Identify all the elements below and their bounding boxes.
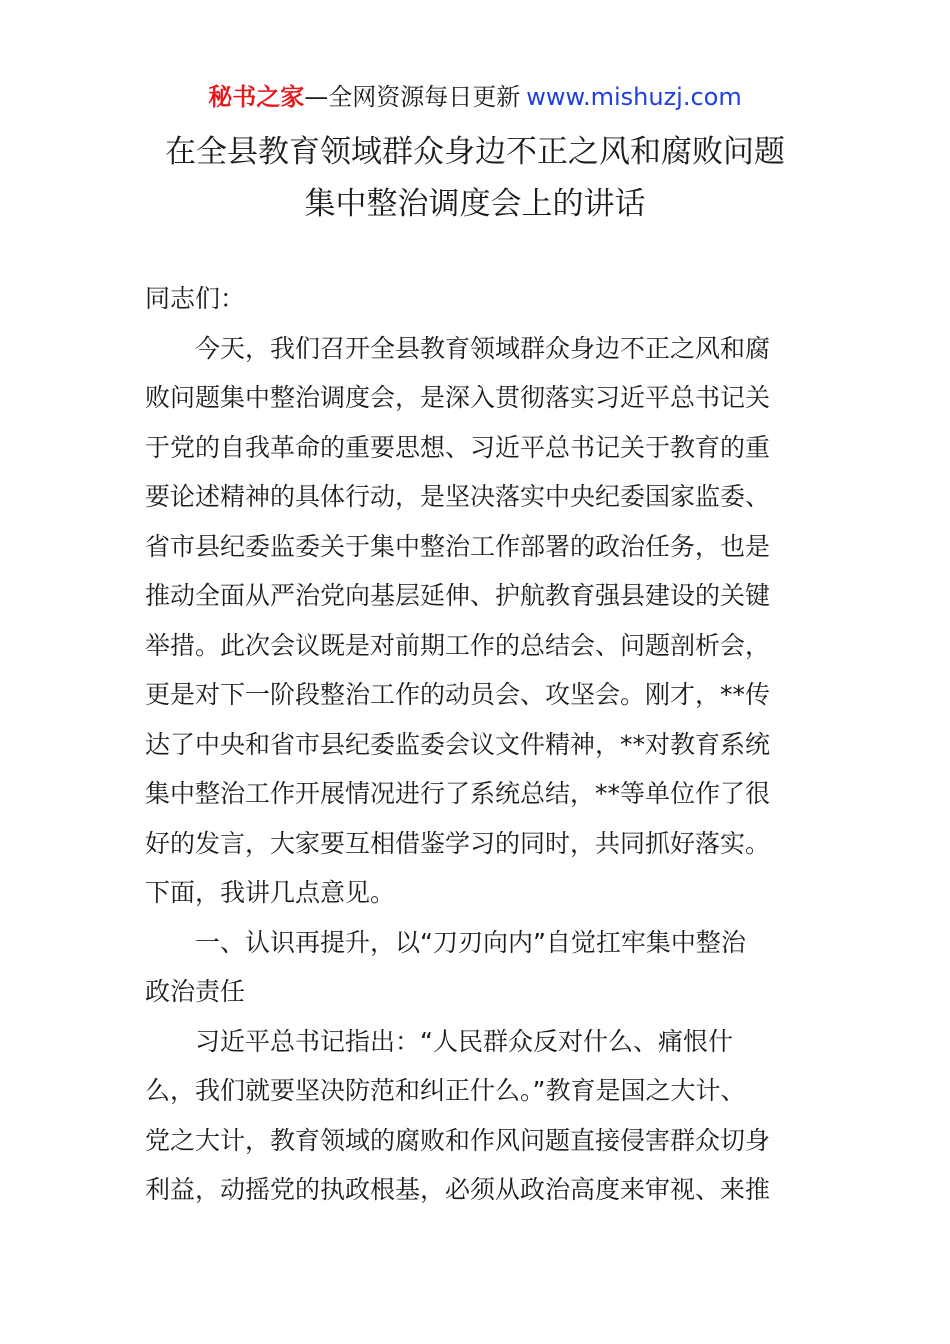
body-line: 集中整治工作开展情况进行了系统总结，**等单位作了很	[145, 779, 771, 808]
body-line: 于党的自我革命的重要思想、习近平总书记关于教育的重	[145, 432, 771, 462]
title-line-1: 在全县教育领域群众身边不正之风和腐败问题	[165, 134, 785, 170]
body-line: 党之大计，教育领域的腐败和作风问题直接侵害群众切身	[145, 1125, 771, 1155]
title-line-2: 集中整治调度会上的讲话	[304, 186, 646, 222]
body-line: 好的发言，大家要互相借鉴学习的同时，共同抓好落实。	[145, 828, 771, 858]
site-url[interactable]: www.mishuzj.com	[526, 83, 742, 111]
body-line: 下面，我讲几点意见。	[145, 878, 396, 907]
header-dash: —	[304, 83, 329, 111]
document-body	[145, 274, 815, 1215]
body-line: 举措。此次会议既是对前期工作的总结会、问题剖析会，	[145, 630, 771, 660]
body-line: 么，我们就要坚决防范和纠正什么。”教育是国之大计、	[145, 1076, 746, 1105]
document-title	[0, 126, 950, 230]
section-heading-line: 一、认识再提升，以“刀刃向内”自觉扛牢集中整治	[195, 927, 746, 957]
body-line: 省市县纪委监委关于集中整治工作部署的政治任务，也是	[145, 531, 771, 561]
body-line: 更是对下一阶段整治工作的动员会、攻坚会。刚才，**传	[145, 680, 771, 709]
body-line: 达了中央和省市县纪委监委会议文件精神，**对教育系统	[145, 729, 771, 759]
site-header	[0, 80, 950, 114]
body-line: 要论述精神的具体行动，是坚决落实中央纪委国家监委、	[145, 482, 771, 511]
body-line: 推动全面从严治党向基层延伸、护航教育强县建设的关键	[145, 581, 771, 610]
body-line: 习近平总书记指出：“人民群众反对什么、痛恨什	[195, 1026, 733, 1056]
brand-name: 秘书之家	[208, 83, 305, 111]
header-tagline: 全网资源每日更新	[328, 83, 521, 111]
body-line: 败问题集中整治调度会，是深入贯彻落实习近平总书记关	[145, 383, 771, 412]
salutation: 同志们：	[145, 284, 246, 313]
section-heading-line: 政治责任	[145, 977, 246, 1006]
body-line: 利益，动摇党的执政根基，必须从政治高度来审视、来推	[145, 1175, 771, 1204]
body-line: 今天，我们召开全县教育领域群众身边不正之风和腐	[195, 333, 771, 363]
